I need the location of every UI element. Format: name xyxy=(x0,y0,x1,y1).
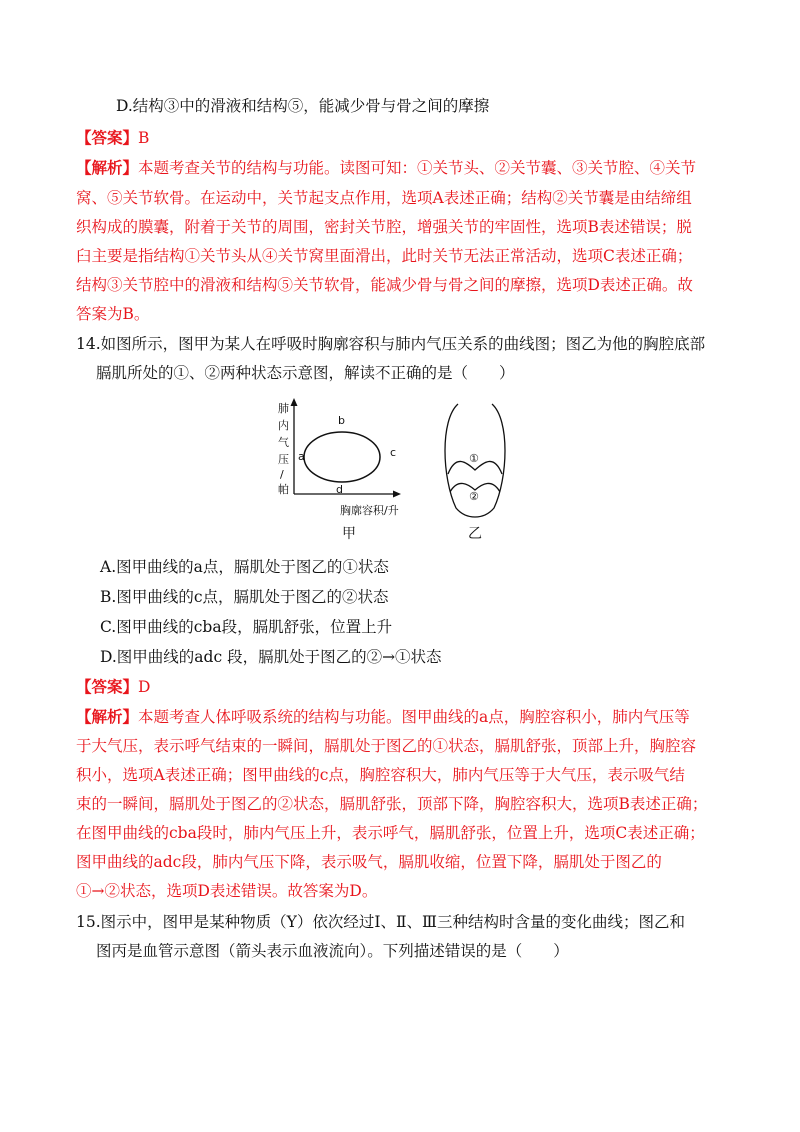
y-axis-label-char-0: 肺 xyxy=(278,402,289,415)
q14-analysis-text-4: 在图甲曲线的cba段时，肺内气压上升，表示呼气，膈肌舒张，位置上升，选项C表述正确； xyxy=(76,824,705,842)
q14-analysis-bracket: 【解析】 xyxy=(76,707,139,726)
y-axis-arrow xyxy=(291,398,298,406)
point-b-label: b xyxy=(338,414,345,427)
q14-answer-bracket: 【答案】 xyxy=(76,677,139,696)
state-1-label: ① xyxy=(469,452,479,465)
caption-jia: 甲 xyxy=(342,526,356,542)
pressure-volume-curve xyxy=(304,432,380,482)
q13-answer-value: B xyxy=(138,129,150,147)
point-a-label: a xyxy=(298,450,305,463)
q14-analysis-text-1: 于大气压，表示呼气结束的一瞬间，膈肌处于图乙的①状态，膈肌舒张，顶部上升，胸腔容 xyxy=(76,737,697,755)
q13-analysis-line-0 xyxy=(76,158,696,178)
q13-answer-line xyxy=(76,128,149,148)
q13-analysis-text-5: 答案为B。 xyxy=(76,305,150,323)
q14-analysis-text-5: 图甲曲线的adc段，肺内气压下降，表示吸气，膈肌收缩，位置下降，膈肌处于图乙的 xyxy=(76,853,662,871)
q14-stem-line-1: 膈肌所处的①、②两种状态示意图，解读不正确的是（ ） xyxy=(96,364,515,382)
q14-analysis-line-0 xyxy=(76,707,690,727)
q13-option-d: D.结构③中的滑液和结构⑤，能减少骨与骨之间的摩擦 xyxy=(116,97,490,115)
x-axis-label: 胸廓容积/升 xyxy=(340,504,399,517)
y-axis-label-char-1: 内 xyxy=(278,419,289,432)
q15-stem-line-0: 15.图示中，图甲是某种物质（Y）依次经过Ⅰ、Ⅱ、Ⅲ三种结构时含量的变化曲线；图乙和 xyxy=(76,913,685,931)
x-axis-arrow xyxy=(393,491,401,498)
point-c-label: c xyxy=(390,446,397,459)
q14-stem-line-0: 14.如图所示，图甲为某人在呼吸时胸廓容积与肺内气压关系的曲线图；图乙为他的胸腔底部 xyxy=(76,335,706,353)
q14-answer-line xyxy=(76,677,150,697)
q13-analysis-text-4: 结构③关节腔中的滑液和结构⑤关节软骨，能减少骨与骨之间的摩擦，选项D表述正确。故 xyxy=(76,276,693,294)
y-axis-label-char-3: 压 xyxy=(278,453,289,466)
q13-analysis-text-1: 窝、⑤关节软骨。在运动中，关节起支点作用，选项A表述正确；结构②关节囊是由结缔组 xyxy=(76,189,692,207)
q15-stem-line-1: 图丙是血管示意图（箭头表示血液流向）。下列描述错误的是（ ） xyxy=(96,942,569,960)
q14-answer-value: D xyxy=(138,678,151,696)
q14-option-d: D.图甲曲线的adc 段，膈肌处于图乙的②→①状态 xyxy=(100,648,442,666)
q14-analysis-text-6: ①→②状态，选项D表述错误。故答案为D。 xyxy=(76,882,378,900)
y-axis-label-char-4: / xyxy=(280,468,284,481)
point-d-label: d xyxy=(336,483,343,496)
q14-option-a: A.图甲曲线的a点，膈肌处于图乙的①状态 xyxy=(100,558,389,576)
q13-analysis-text-0: 本题考查关节的结构与功能。读图可知：①关节头、②关节囊、③关节腔、④关节 xyxy=(138,159,697,177)
q14-option-b: B.图甲曲线的c点，膈肌处于图乙的②状态 xyxy=(100,588,389,606)
q13-analysis-text-2: 织构成的膜囊，附着于关节的周围，密封关节腔，增强关节的牢固性，选项B表述错误；脱 xyxy=(76,218,692,236)
y-axis-label-char-2: 气 xyxy=(278,436,289,449)
q14-analysis-text-2: 积小，选项A表述正确；图甲曲线的c点，胸腔容积大，肺内气压等于大气压，表示吸气结 xyxy=(76,766,685,784)
y-axis-label-char-5: 帕 xyxy=(278,483,289,496)
q13-analysis-text-3: 臼主要是指结构①关节头从④关节窝里面滑出，此时关节无法正常活动，选项C表述正确； xyxy=(76,247,693,265)
q13-analysis-bracket: 【解析】 xyxy=(76,158,139,177)
q13-answer-bracket: 【答案】 xyxy=(76,128,139,147)
q14-option-c: C.图甲曲线的cba段，膈肌舒张，位置上升 xyxy=(100,618,393,636)
state-2-label: ② xyxy=(469,490,479,503)
q14-figure xyxy=(270,398,530,548)
q14-figure-svg xyxy=(270,398,530,548)
caption-yi: 乙 xyxy=(468,526,482,542)
q14-analysis-text-3: 束的一瞬间，膈肌处于图乙的②状态，膈肌舒张，顶部下降，胸腔容积大，选项B表述正确； xyxy=(76,795,708,813)
q14-analysis-text-0: 本题考查人体呼吸系统的结构与功能。图甲曲线的a点，胸腔容积小，肺内气压等 xyxy=(138,708,690,726)
